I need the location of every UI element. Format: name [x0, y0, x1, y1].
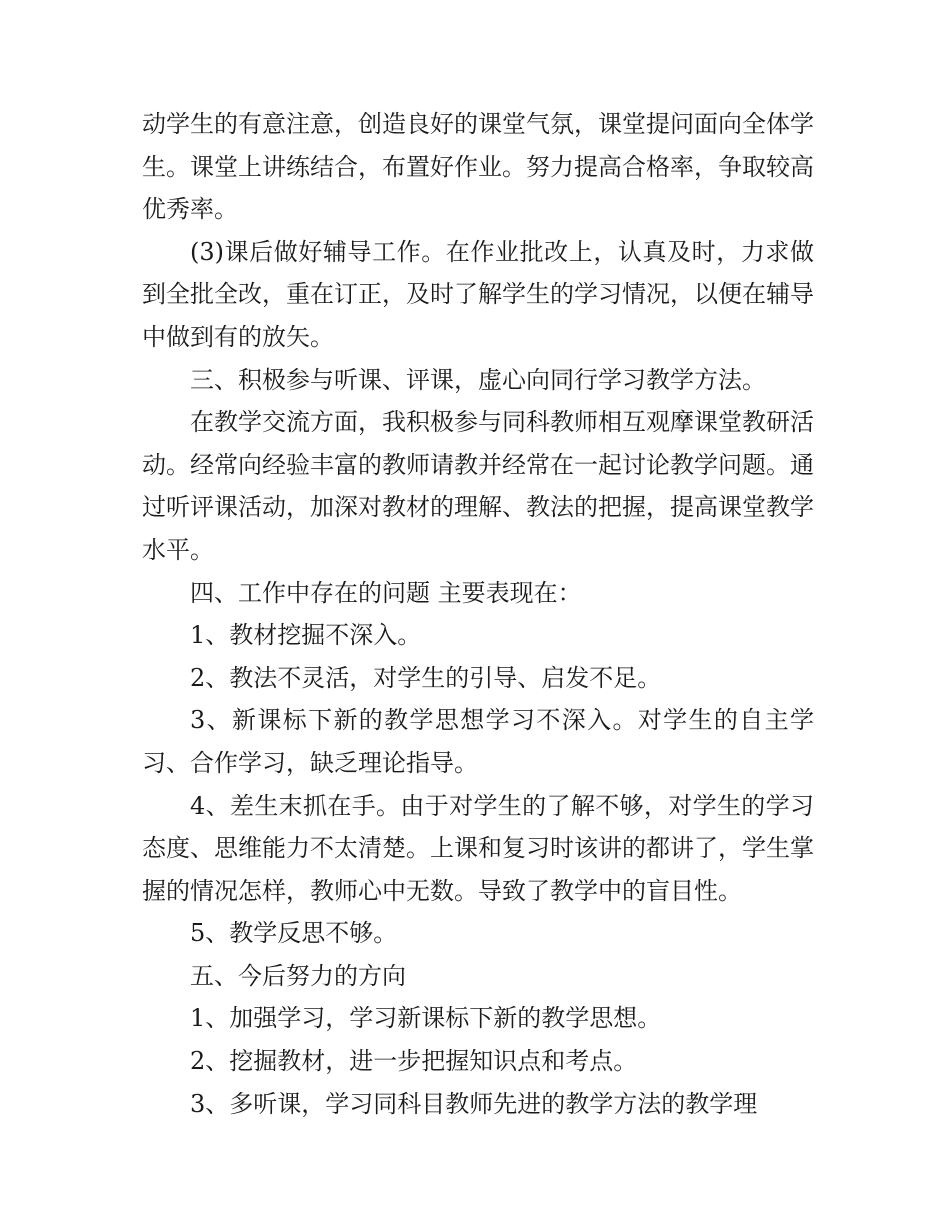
problem-item-4: 4、差生末抓在手。由于对学生的了解不够，对学生的学习态度、思维能力不太清楚。上课和复习时该讲的都讲了，学生掌握的情况怎样，教师心中无数。导致了教学中的盲目性。	[142, 791, 814, 905]
section-heading-four: 四、工作中存在的问题 主要表现在：	[190, 578, 582, 607]
problem-item-3: 3、新课标下新的教学思想学习不深入。对学生的自主学习、合作学习，缺乏理论指导。	[142, 706, 814, 777]
paragraph-teaching-exchange: 在教学交流方面，我积极参与同科教师相互观摩课堂教研活动。经常向经验丰富的教师请教并经常在一起讨论教学问题。通过听评课活动，加深对教材的理解、教法的把握，提高课堂教学水平。	[142, 408, 814, 564]
direction-item-2: 2、挖掘教材，进一步把握知识点和考点。	[190, 1047, 638, 1076]
direction-item-3: 3、多听课，学习同科目教师先进的教学方法的教学理	[190, 1089, 758, 1118]
paragraph-after-class-tutoring: (3)课后做好辅导工作。在作业批改上，认真及时，力求做到全批全改，重在订正，及时了解学生的学习情况，以便在辅导中做到有的放矢。	[142, 237, 814, 351]
direction-item-1: 1、加强学习，学习新课标下新的教学思想。	[190, 1004, 662, 1033]
document-body	[142, 103, 814, 1125]
paragraph-continuation: 动学生的有意注意，创造良好的课堂气氛，课堂提问面向全体学生。课堂上讲练结合，布置好作业。努力提高合格率，争取较高优秀率。	[142, 110, 814, 224]
problem-item-2: 2、教法不灵活，对学生的引导、启发不足。	[190, 663, 662, 692]
problem-item-5: 5、教学反思不够。	[190, 919, 398, 948]
section-heading-five: 五、今后努力的方向	[190, 961, 406, 990]
problem-item-1: 1、教材挖掘不深入。	[190, 621, 422, 650]
section-heading-three: 三、积极参与听课、评课，虚心向同行学习教学方法。	[190, 365, 766, 394]
